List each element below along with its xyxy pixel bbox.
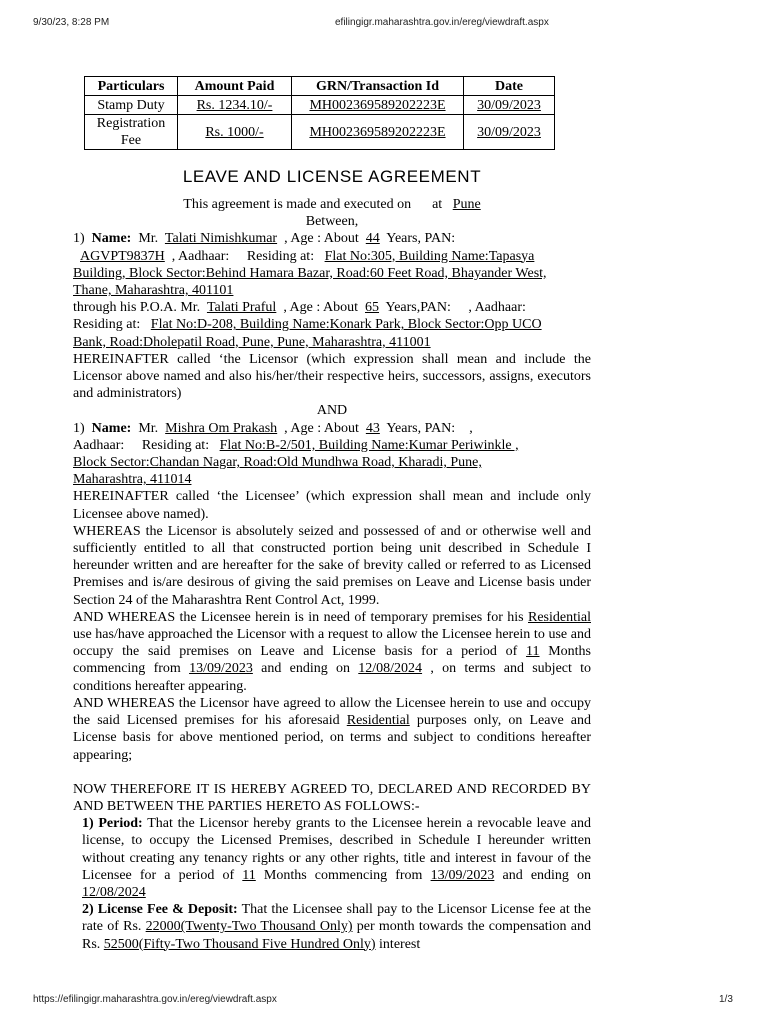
licensor-pan: AGVPT9837H — [80, 248, 165, 264]
cell-particular: Stamp Duty — [85, 96, 178, 115]
table-row — [85, 96, 555, 115]
poa-address-1: Flat No:D-208, Building Name:Konark Park, Block Sector:Opp UCO — [150, 317, 542, 333]
cell-grn: MH002369589202223E — [292, 115, 464, 150]
whereas-3-text-b: purposes only, on Leave and License basis for above mentioned period, on terms and subject to conditions hereafter appearing; — [73, 713, 592, 763]
licensor-name: Talati Nimishkumar — [164, 231, 278, 247]
clause-fee-text-b: per month towards the compensation and Rs. — [82, 919, 591, 952]
licensor-clause: HEREINAFTER called ‘the Licensor (which expression shall mean and include the Licensor above named and also his/her/their respective heirs, successors, assigns, executors and administrators) — [73, 351, 591, 402]
between-text: Between, — [305, 214, 359, 230]
licensor-address-2: Building, Block Sector:Behind Hamara Bazar, Road:60 Feet Road, Bhayander West, — [73, 265, 547, 281]
license-end-date: 12/08/2024 — [358, 661, 423, 677]
licensor-prefix: Mr. — [138, 231, 159, 247]
party-number: 1) — [73, 420, 85, 436]
intro-text: This agreement is made and executed on — [183, 197, 412, 212]
whereas-1: WHEREAS the Licensor is absolutely seized and possessed of and or otherwise well and sufficiently entitled to all that constructed portion being unit described in Schedule I hereunder written and are hereafter for the sake of brevity called or referred to as Licensed Premises and is/are desirous of giving the said premises on Leave and License basis under Section 24 of the Maharashtra Rent Control Act, 1999. — [73, 523, 591, 608]
column-header: Amount Paid — [178, 77, 292, 96]
premises-purpose: Residential — [346, 713, 410, 729]
whereas-2-text-a: AND WHEREAS the Licensee herein is in need of temporary premises for his — [73, 609, 524, 625]
column-header: Particulars — [85, 77, 178, 96]
premises-purpose: Residential — [528, 609, 591, 625]
deposit-amount: 52500(Fifty-Two Thousand Five Hundred Only) — [103, 936, 376, 952]
whereas-2-text-c: Months commencing from — [73, 644, 592, 677]
licensor-details — [73, 230, 591, 299]
print-datetime: 9/30/23, 8:28 PM — [33, 17, 110, 28]
fees-table-header — [85, 77, 555, 96]
cell-date: 30/09/2023 — [464, 115, 555, 150]
clause-fee-deposit — [73, 901, 591, 953]
clause-period-months: 11 — [242, 867, 256, 883]
whereas-2-text-d: and ending on — [261, 661, 350, 677]
column-header: GRN/Transaction Id — [292, 77, 464, 96]
clause-fee-text-a: That the Licensee shall pay to the Licensor License fee at the rate of Rs. — [82, 902, 591, 935]
licensee-name: Mishra Om Prakash — [165, 420, 278, 436]
licensee-prefix: Mr. — [138, 420, 159, 436]
agreement-body — [73, 164, 591, 953]
table-row — [85, 115, 555, 150]
whereas-3-text-a: AND WHEREAS the Licensor have agreed to allow the Licensee herein to use and occupy the said Licensed premises for his aforesaid — [73, 695, 591, 729]
residing-label: Residing at: — [73, 317, 141, 333]
license-start-date: 13/09/2023 — [189, 661, 253, 677]
clause-fee-label: 2) License Fee & Deposit: — [82, 902, 238, 918]
cell-amount: Rs. 1000/- — [178, 115, 292, 150]
aadhaar-label: , Aadhaar: — [468, 300, 526, 316]
clause-period-label: 1) Period: — [82, 816, 143, 832]
licensor-address-3: Thane, Maharashtra, 401101 — [73, 283, 234, 299]
clause-period-text-c: and ending on — [502, 867, 592, 883]
whereas-2 — [73, 609, 591, 695]
cell-date: 30/09/2023 — [464, 96, 555, 115]
years-pan-label: Years,PAN: — [385, 300, 451, 316]
clause-period-start: 13/09/2023 — [430, 867, 495, 883]
whereas-2-text-b: use has/have approached the Licensor with a request to allow the Licensee herein to use and occupy the said premises on Leave and License basis for a period of — [73, 627, 591, 660]
cell-particular: Registration Fee — [85, 115, 178, 150]
now-therefore: NOW THEREFORE IT IS HEREBY AGREED TO, DECLARED AND RECORDED BY AND BETWEEN THE PARTIES HERETO AS FOLLOWS:- — [73, 781, 591, 814]
licensor-age: 44 — [365, 231, 380, 247]
comma: , — [469, 420, 473, 436]
poa-address-2: Bank, Road:Dholepatil Road, Pune, Pune, Maharashtra, 411001 — [73, 334, 431, 350]
age-label: , Age : About — [284, 231, 359, 247]
residing-label: Residing at: — [246, 248, 315, 264]
aadhaar-label: , Aadhaar: — [171, 248, 230, 264]
whereas-2-text-e: , on terms and subject to conditions hereafter appearing. — [73, 661, 592, 694]
whereas-3 — [73, 695, 591, 764]
name-label: Name: — [91, 231, 132, 247]
years-pan-label: Years, PAN: — [386, 420, 456, 436]
licensee-age: 43 — [365, 420, 380, 436]
licensee-details — [73, 420, 591, 489]
page-number: 1/3 — [719, 994, 733, 1005]
name-label: Name: — [91, 420, 132, 436]
residing-label: Residing at: — [141, 437, 210, 453]
print-footer-url: https://efilingigr.maharashtra.gov.in/ereg/viewdraft.aspx — [33, 994, 277, 1005]
licensee-address-3: Maharashtra, 411014 — [73, 472, 192, 488]
and-separator: AND — [316, 403, 348, 419]
poa-intro: through his P.O.A. Mr. — [73, 300, 201, 316]
poa-name: Talati Praful — [206, 300, 277, 316]
license-months: 11 — [526, 644, 540, 660]
agreement-title: LEAVE AND LICENSE AGREEMENT — [182, 167, 482, 186]
license-fee: 22000(Twenty-Two Thousand Only) — [145, 919, 353, 935]
licensee-address-2: Block Sector:Chandan Nagar, Road:Old Mundhwa Road, Kharadi, Pune, — [73, 455, 482, 471]
poa-age: 65 — [365, 300, 379, 316]
cell-amount: Rs. 1234.10/- — [178, 96, 292, 115]
licensor-address-1: Flat No:305, Building Name:Tapasya — [324, 248, 535, 264]
age-label: , Age : About — [284, 420, 359, 436]
clause-period-text-b: Months commencing from — [263, 867, 423, 883]
party-number: 1) — [73, 231, 85, 247]
agreement-intro — [73, 196, 591, 213]
fees-table — [84, 76, 555, 150]
execution-place: Pune — [452, 197, 481, 212]
clause-period — [73, 815, 591, 901]
poa-details — [73, 299, 591, 351]
licensee-clause: HEREINAFTER called ‘the Licensee’ (which expression shall mean and include only Licensee above named). — [73, 489, 591, 522]
aadhaar-label: Aadhaar: — [73, 437, 125, 453]
clause-period-text-a: That the Licensor hereby grants to the Licensee herein a revocable leave and license, to occupy the Licensed Premises, described in Schedule I hereunder written without creating any tenancy rights or any other rights, title and interest in favour of the Licensee for a period of — [82, 816, 591, 883]
clause-fee-text-c: interest — [379, 936, 421, 952]
print-header-url: efilingigr.maharashtra.gov.in/ereg/viewdraft.aspx — [335, 17, 549, 28]
clause-period-end: 12/08/2024 — [82, 884, 146, 900]
licensee-address-1: Flat No:B-2/501, Building Name:Kumar Periwinkle , — [219, 437, 519, 453]
age-label: , Age : About — [283, 300, 358, 316]
column-header: Date — [464, 77, 555, 96]
years-pan-label: Years, PAN: — [386, 231, 456, 247]
at-text: at — [432, 197, 443, 212]
cell-grn: MH002369589202223E — [292, 96, 464, 115]
